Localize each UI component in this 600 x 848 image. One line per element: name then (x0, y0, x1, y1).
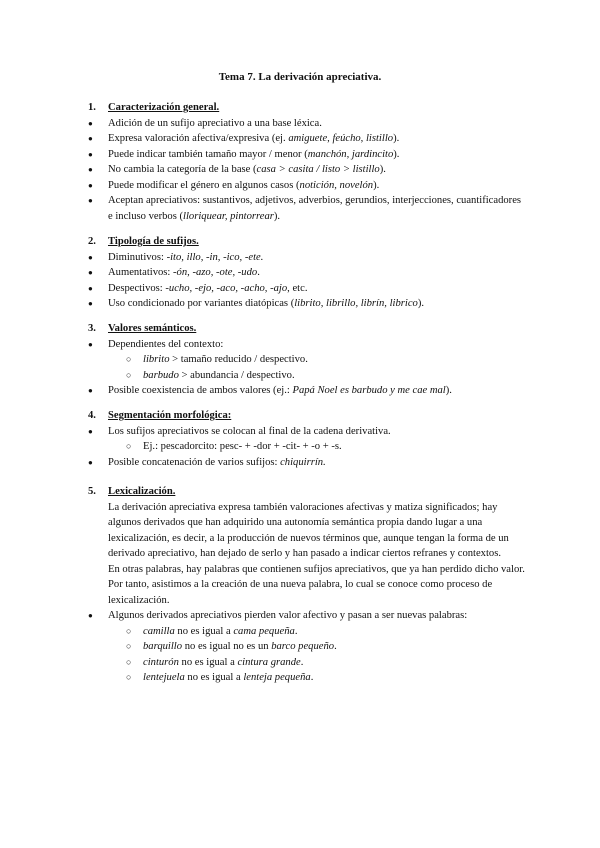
item-example: notición, novelón (299, 179, 374, 191)
section-heading (88, 484, 528, 500)
list-item (88, 193, 528, 224)
item-text: Adición de un sufijo apreciativo a una base léxica. (108, 117, 322, 129)
item-text: > tamaño reducido / despectivo. (169, 354, 308, 365)
item-text-end: . (294, 625, 298, 637)
item-example: cintura grande (237, 656, 301, 668)
sub-list-item (88, 368, 528, 384)
section-heading (88, 100, 528, 116)
section-title: Lexicalización. (108, 486, 176, 497)
sub-list-item (88, 670, 528, 686)
item-text: Posible concatenación de varios sufijos: (108, 456, 281, 468)
item-text-end: . (257, 267, 260, 278)
item-example: camilla (143, 625, 175, 637)
item-text: Uso condicionado por variantes diatópicas ( (108, 298, 295, 309)
section-segmentacion (88, 408, 528, 470)
item-text: > abundancia / despectivo. (178, 369, 295, 381)
item-text-end: ). (373, 179, 380, 191)
item-text: Dependientes del contexto: (108, 338, 224, 350)
list-item (88, 424, 528, 440)
item-text-end: . (310, 672, 314, 683)
item-text: no es igual a (184, 672, 244, 683)
item-text: Posible coexistencia de ambos valores (ej.: (108, 385, 293, 396)
item-example: cama pequeña (233, 625, 295, 637)
list-item (88, 162, 528, 178)
item-text: No cambia la categoría de la base ( (108, 164, 257, 175)
sub-list-item (88, 439, 528, 455)
paragraph: La derivación apreciativa expresa también valoraciones afectivas y matiza significados; hay algunos derivados que han adquirido una autonomía semántica propia dando lugar a una lexicalización, es decir, a la producción de nuevos términos que, aunque tengan la forma de un derivado apreciativo, han dejado de serlo y han pasado a indicar ciertos refranes y contextos. (108, 501, 509, 559)
list-item (88, 296, 528, 312)
sub-list-item (88, 352, 528, 368)
list-item (88, 265, 528, 281)
item-text: Algunos derivados apreciativos pierden valor afectivo y pasan a ser nuevas palabras: (108, 610, 468, 621)
paragraph: En otras palabras, hay palabras que contienen sufijos apreciativos, que ya han perdido dicho valor. Por tanto, asistimos a la creación de una nueva palabra, lo cual se conoce como proceso de lexicalización. (108, 563, 525, 606)
item-example: amiguete, feúcho, listillo (288, 133, 394, 144)
section-title: Caracterización general. (108, 102, 220, 113)
section-heading (88, 321, 528, 337)
list-item (88, 337, 528, 353)
item-example: manchón, jardincito (307, 148, 394, 160)
item-example: Papá Noel es barbudo y me cae mal (292, 385, 446, 396)
section-title: Segmentación morfológica: (108, 410, 232, 421)
item-example: librito, librillo, librín, librico (294, 298, 418, 309)
list-item (88, 455, 528, 471)
item-text: Aumentativos: (108, 267, 174, 278)
sub-list-item (88, 624, 528, 640)
item-text-end: . (334, 641, 337, 652)
item-text-end: ). (273, 210, 281, 222)
section-number: 1. (88, 102, 96, 113)
item-text: Expresa valoración afectiva/expresiva (ej. (108, 133, 286, 144)
section-valores (88, 321, 528, 399)
section-number: 4. (88, 410, 96, 421)
list-item (88, 250, 528, 266)
item-example: -ón, -azo, -ote, -udo (173, 267, 258, 278)
item-text-end: ). (379, 164, 386, 175)
item-text-end: , etc. (287, 282, 308, 294)
list-item (88, 147, 528, 163)
section-title: Valores semánticos. (108, 323, 197, 334)
section-title: Tipología de sufijos. (108, 236, 199, 247)
item-example: -ito, illo, -in, -ico, -ete. (166, 251, 264, 263)
item-example: chiquirrín. (280, 456, 326, 468)
section-caracterizacion (88, 100, 528, 224)
section-lexicalizacion (88, 484, 528, 686)
item-example: lentejuela (143, 672, 185, 683)
page-title: Tema 7. La derivación apreciativa. (218, 71, 382, 83)
section-number: 2. (88, 236, 96, 247)
item-text-end: ). (393, 133, 400, 144)
item-text: no es igual no es un (182, 641, 272, 652)
item-text: Diminutivos: (108, 251, 167, 263)
list-item (88, 131, 528, 147)
item-text-end: . (300, 656, 304, 668)
item-text-end: ). (393, 148, 400, 160)
item-text: Aceptan apreciativos: sustantivos, adjetivos, adverbios, gerundios, interjecciones, cuantificadores e incluso verbos ( (108, 195, 522, 222)
item-text: Despectivos: (108, 282, 166, 294)
item-text: no es igual a (178, 656, 238, 668)
section-tipologia (88, 234, 528, 312)
item-example: cinturón (143, 656, 179, 668)
section-heading (88, 408, 528, 424)
section-heading (88, 234, 528, 250)
item-example: barbudo (143, 369, 179, 381)
list-item (88, 178, 528, 194)
list-item (88, 281, 528, 297)
section-number: 5. (88, 486, 96, 497)
section-number: 3. (88, 323, 96, 334)
list-item (88, 383, 528, 399)
item-example: librito (143, 354, 170, 365)
item-text: Ej.: pescadorcito: pesc- + -dor + -cit- + -o + -s. (143, 441, 342, 452)
item-example: lloriquear, pintorrear (183, 210, 274, 222)
item-text: Puede indicar también tamaño mayor / menor ( (108, 148, 308, 160)
list-item (88, 116, 528, 132)
item-example: -ucho, -ejo, -aco, -acho, -ajo (165, 282, 288, 294)
item-example: lenteja pequeña (243, 672, 311, 683)
sub-list-item (88, 655, 528, 671)
item-example: barquillo (143, 641, 183, 652)
item-text: Los sufijos apreciativos se colocan al final de la cadena derivativa. (108, 425, 391, 437)
item-text: no es igual a (174, 625, 234, 637)
sub-list-item (88, 639, 528, 655)
item-text-end: ). (417, 298, 425, 309)
item-example: barco pequeño (271, 641, 335, 652)
item-text: Puede modificar el género en algunos casos ( (108, 179, 300, 191)
item-text-end: ). (445, 385, 452, 396)
item-example: casa > casita / listo > listillo (256, 164, 380, 175)
list-item (88, 608, 528, 624)
